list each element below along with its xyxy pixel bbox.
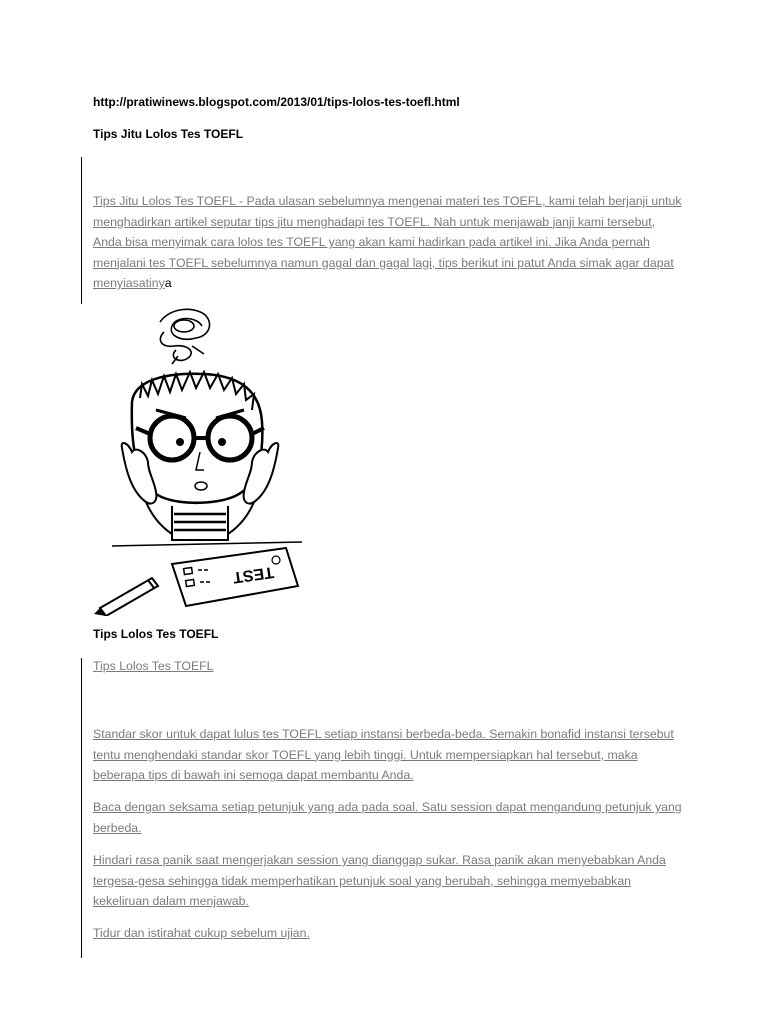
intro-tail: a	[164, 276, 172, 290]
stress-scribble-icon	[160, 309, 210, 364]
tip-paragraph	[93, 850, 683, 912]
tip-link[interactable]: Hindari rasa panik saat mengerjakan session yang dianggap sukar. Rasa panik akan menyebabkan Anda tergesa-gesa sehingga tidak memperhatikan petunjuk soal yang berubah, sehingga memyebabkan kekeliruan dalam menjawab.	[93, 853, 666, 908]
tip-link[interactable]: Standar skor untuk dapat lulus tes TOEFL setiap instansi berbeda-beda. Semakin bonafid instansi tersebut tentu menghendaki standar skor TOEFL yang lebih tinggi. Untuk mempersiapkan hal tersebut, maka beberapa tips di bawah ini semoga dapat membantu Anda.	[93, 727, 674, 782]
quote-bar	[81, 157, 82, 304]
tip-paragraph	[93, 797, 683, 838]
intro-link[interactable]: Tips Jitu Lolos Tes TOEFL - Pada ulasan sebelumnya mengenai materi tes TOEFL, kami telah berjanji untuk menghadirkan artikel seputar tips jitu menghadapi tes TOEFL. Nah untuk menjawab janji kami tersebut, Anda bisa menyimak cara lolos tes TOEFL yang akan kami hadirkan pada artikel ini. Jika Anda pernah menjalani tes TOEFL sebelumnya namun gagal dan gagal lagi, tips berikut ini patut Anda simak agar dapat menyiasatiny	[93, 194, 682, 290]
intro-paragraph	[93, 191, 683, 294]
tip-paragraph	[93, 724, 683, 786]
section-link-paragraph	[93, 659, 214, 673]
tip-link[interactable]: Tidur dan istirahat cukup sebelum ujian.	[93, 926, 310, 940]
source-url: http://pratiwinews.blogspot.com/2013/01/tips-lolos-tes-toefl.html	[93, 95, 460, 109]
tip-link[interactable]: Baca dengan seksama setiap petunjuk yang ada pada soal. Satu session dapat mengandung petunjuk yang berbeda.	[93, 800, 682, 835]
test-paper-label: TEST	[231, 563, 275, 586]
tip-paragraph	[93, 923, 683, 944]
section-link[interactable]: Tips Lolos Tes TOEFL	[93, 659, 214, 673]
pencil-icon	[94, 578, 158, 616]
page-title: Tips Jitu Lolos Tes TOEFL	[93, 127, 244, 141]
quote-bar	[81, 658, 82, 958]
student-test-illustration	[92, 302, 314, 616]
section-title: Tips Lolos Tes TOEFL	[93, 627, 219, 641]
